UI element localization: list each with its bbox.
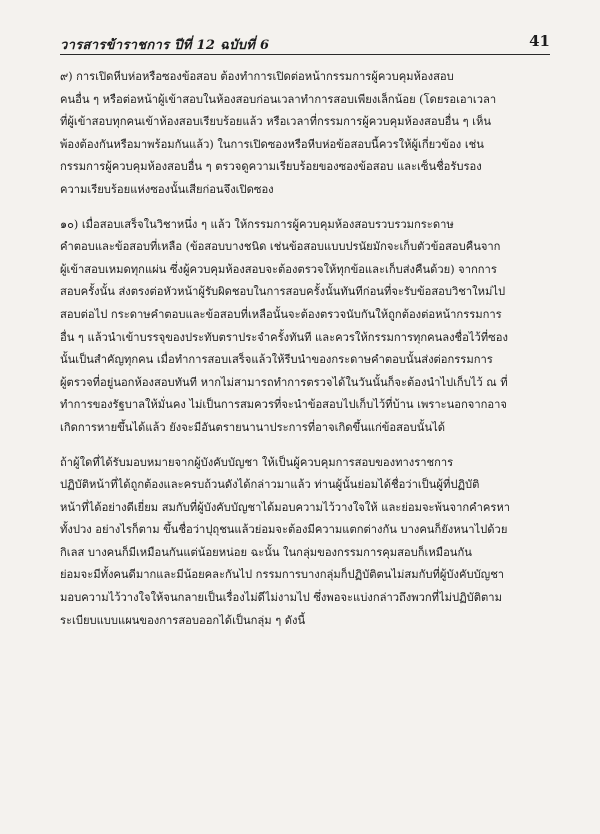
text-line: กิเลส บางคนก็มีเหมือนกันแต่น้อยหน่อย ฉะนั้น ในกลุ่มของกรรมการคุมสอบก็เหมือนกัน (60, 545, 472, 559)
text-line: ความเรียบร้อยแห่งซองนั้นเสียก่อนจึงเปิดซอง (60, 182, 274, 196)
text-line: สอบต่อไป กระดาษคำตอบและข้อสอบที่เหลือนั้นจะต้องตรวจนับกันให้ถูกต้องต่อหน้ากรรมการ (60, 307, 502, 321)
paragraph-gap (60, 202, 550, 214)
text-line: ถ้าผู้ใดที่ได้รับมอบหมายจากผู้บังคับบัญชา ให้เป็นผู้ควบคุมการสอบของทางราชการ (60, 455, 454, 469)
text-line: ๙) การเปิดหีบห่อหรือซองข้อสอบ ต้องทำการเปิดต่อหน้ากรรมการผู้ควบคุมห้องสอบ (60, 70, 454, 83)
paragraph-item-10 (60, 214, 550, 440)
text-line: มอบความไว้วางใจให้จนกลายเป็นเรื่องไม่ดีไม่งามไป ซึ่งพอจะแบ่งกล่าวถึงพวกที่ไม่ปฏิบัติตาม (60, 591, 502, 605)
text-line: เกิดการหายขึ้นได้แล้ว ยังจะมีอันตรายนานาประการที่อาจเกิดขึ้นแก่ข้อสอบนั้นได้ (60, 420, 445, 434)
text-line: อื่น ๆ แล้วนำเข้าบรรจุของประทับตราประจำครั้งทันที และควรให้กรรมการทุกคนลงชื่อไว้ที่ซอง (60, 330, 508, 344)
text-line: ๑๐) เมื่อสอบเสร็จในวิชาหนึ่ง ๆ แล้ว ให้กรรมการผู้ควบคุมห้องสอบรวบรวมกระดาษ (60, 217, 454, 231)
text-line: นั้นเป็นสำคัญทุกคน เมื่อทำการสอบเสร็จแล้วให้รีบนำของกระดาษคำตอบนั้นส่งต่อกรรมการ (60, 353, 493, 367)
text-line: ผู้เข้าสอบเหมดทุกแผ่น ซึ่งผู้ควบคุมห้องสอบจะต้องตรวจให้ทุกข้อและเก็บส่งคืนด้วย) จากการ (60, 262, 497, 276)
text-line: หน้าที่ได้อย่างดีเยี่ยม สมกับที่ผู้บังคับบัญชาได้มอบความไว้วางใจให้ และย่อมจะพ้นจากคำครหา (60, 500, 511, 514)
text-line: ทั้งปวง อย่างไรก็ตาม ขึ้นชื่อว่าปุถุชนแล้วย่อมจะต้องมีความแตกต่างกัน บางคนก็ยังหนาไปด้วย (60, 523, 508, 537)
paragraph-conclusion (60, 452, 550, 633)
text-line: พ้องต้องกันหรือมาพร้อมกันแล้ว) ในการเปิดซองหรือหีบห่อข้อสอบนี้ควรให้ผู้เกี่ยวข้อง เช่น (60, 137, 484, 151)
page-number: 41 (529, 32, 550, 50)
text-line: คำตอบและข้อสอบที่เหลือ (ข้อสอบบางชนิด เช่นข้อสอบแบบปรนัยมักจะเก็บตัวข้อสอบคืนจาก (60, 240, 501, 254)
header-rule (60, 54, 550, 55)
text-line: กรรมการผู้ควบคุมห้องสอบอื่น ๆ ตรวจดูความเรียบร้อยของซองข้อสอบ และเซ็นชื่อรับรอง (60, 160, 482, 174)
text-line: คนอื่น ๆ หรือต่อหน้าผู้เข้าสอบในห้องสอบก่อนเวลาทำการสอบเพียงเล็กน้อย (โดยรอเอาเวลา (60, 92, 497, 106)
paragraph-gap (60, 440, 550, 452)
text-line: ที่ผู้เข้าสอบทุกคนเข้าห้องสอบเรียบร้อยแล้ว หรือเวลาที่กรรมการผู้ควบคุมห้องสอบอื่น ๆ เห็น (60, 115, 492, 129)
text-line: สอบครั้งนั้น ส่งตรงต่อหัวหน้าผู้รับผิดชอบในการสอบครั้งนั้นทันทีก่อนที่จะรับข้อสอบวิชาใหม่ไป (60, 285, 506, 299)
running-title: วารสารข้าราชการ ปีที่ 12 ฉบับที่ 6 (60, 38, 270, 53)
paragraph-item-9 (60, 66, 550, 202)
text-line: ทำการของรัฐบาลให้มั่นคง ไม่เป็นการสมควรที่จะนำข้อสอบไปเก็บไว้ที่บ้าน เพราะนอกจากอาจ (60, 398, 507, 412)
text-line: ย่อมจะมีทั้งคนดีมากและมีน้อยคละกันไป กรรมการบางกลุ่มก็ปฏิบัติตนไม่สมกับที่ผู้บังคับบัญชา (60, 568, 505, 582)
page-header (60, 32, 550, 54)
body-text (60, 66, 550, 632)
text-line: ระเบียบแบบแผนของการสอบออกได้เป็นกลุ่ม ๆ ดังนี้ (60, 613, 306, 627)
text-line: ปฏิบัติหน้าที่ได้ถูกต้องและครบถ้วนดังได้กล่าวมาแล้ว ท่านผู้นั้นย่อมได้ชื่อว่าเป็นผู้ที่ปฏิบัติ (60, 478, 480, 492)
text-line: ผู้ตรวจที่อยู่นอกห้องสอบทันที หากไม่สามารถทำการตรวจได้ในวันนั้นก็จะต้องนำไปเก็บไว้ ณ ที่ (60, 375, 508, 389)
